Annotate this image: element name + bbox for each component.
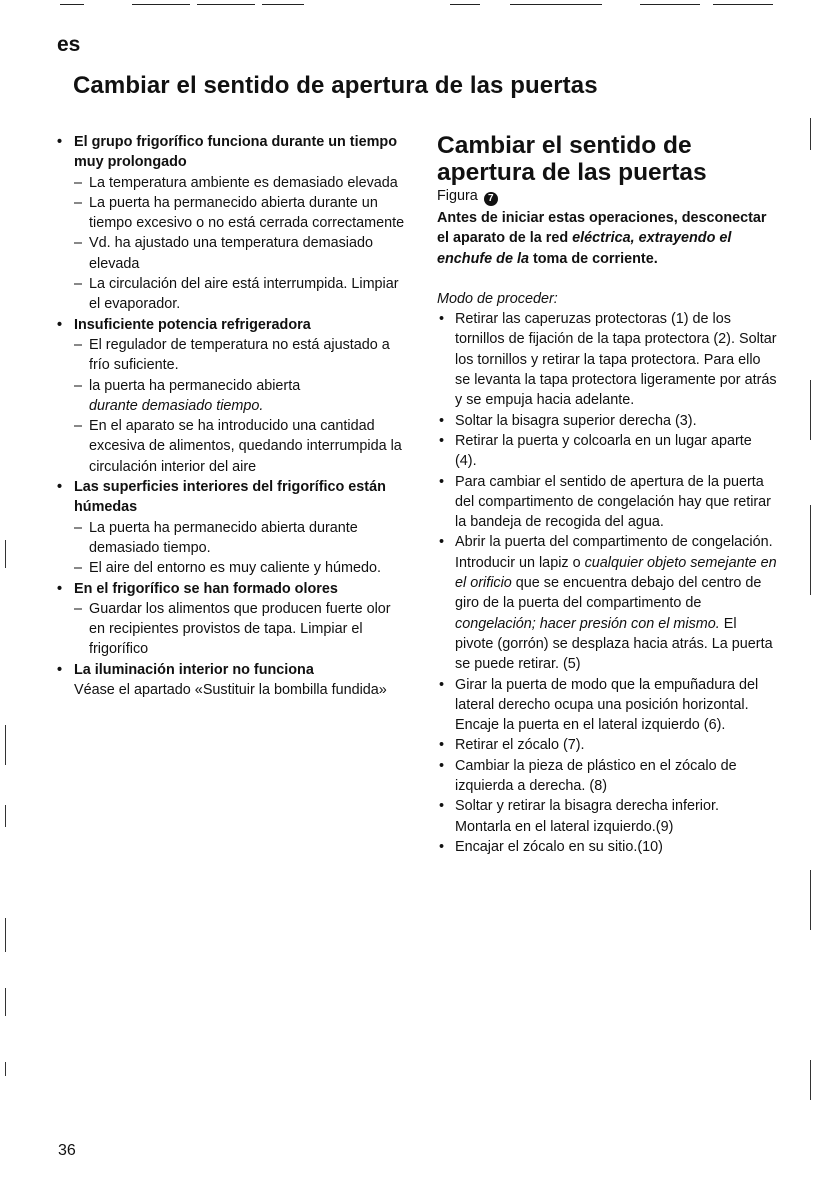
problem-heading: • Insuficiente potencia refrigeradora	[55, 315, 405, 335]
cause-item: – El regulador de temperatura no está ajustado a frío suficiente.	[55, 335, 405, 376]
step-text: que se encuentra debajo del centro de giro de la puerta del compartimento de	[455, 575, 762, 612]
cause-item: – Guardar los alimentos que producen fuerte olor en recipientes provistos de tapa. Limpiar el frigorífico	[55, 599, 405, 660]
warning-text: Antes de iniciar estas operaciones, desconectar el aparato de la red	[437, 210, 767, 247]
scan-edge-mark	[810, 505, 811, 595]
warning-end-text: toma de corriente.	[532, 250, 658, 267]
troubleshooting-column	[55, 132, 405, 700]
scan-edge-line	[197, 4, 255, 5]
scan-edge-mark	[5, 725, 6, 765]
instructions-column	[437, 132, 777, 857]
safety-warning	[437, 208, 777, 269]
figure-label: Figura	[437, 188, 478, 204]
step-italic-text: congelación; hacer presión con el mismo.	[455, 615, 720, 632]
page-title: Cambiar el sentido de apertura de las puertas	[73, 72, 598, 99]
cause-item: – El aire del entorno es muy caliente y húmedo.	[55, 558, 405, 578]
procedure-step: • Retirar las caperuzas protectoras (1) de los tornillos de fijación de la tapa protectora (2). Soltar los tornillos y retirar la tapa protectora. Para ello se levanta la tapa protectora ligeramente por atrás y se empuja hacia adelante.	[437, 309, 777, 410]
scan-edge-mark	[5, 918, 6, 952]
cause-item	[55, 376, 405, 417]
procedure-step: • Soltar la bisagra superior derecha (3).	[437, 411, 777, 431]
scan-edge-mark	[5, 805, 6, 827]
procedure-step: • Encajar el zócalo en su sitio.(10)	[437, 837, 777, 857]
reference-text: Véase el apartado «Sustituir la bombilla fundida»	[74, 682, 387, 699]
cause-item: – Vd. ha ajustado una temperatura demasiado elevada	[55, 233, 405, 274]
cause-italic-text: durante demasiado tiempo.	[89, 397, 264, 414]
scan-edge-mark	[5, 540, 6, 568]
scan-edge-mark	[5, 1062, 6, 1076]
step-italic-text: cualquier objeto semejante en el orificio	[455, 554, 777, 592]
scan-edge-line	[132, 4, 190, 5]
step-text: Abrir la puerta del compartimento de congelación. Introducir un lapiz o	[455, 534, 773, 571]
scan-edge-line	[262, 4, 304, 5]
scan-edge-mark	[5, 988, 6, 1016]
figure-number-badge: 7	[484, 192, 498, 206]
figure-reference	[437, 186, 777, 206]
cause-item: – En el aparato se ha introducido una cantidad excesiva de alimentos, quedando interrumpida la circulación interior del aire	[55, 416, 405, 477]
cause-item: – La temperatura ambiente es demasiado elevada	[55, 173, 405, 193]
procedure-step: • Cambiar la pieza de plástico en el zócalo de izquierda a derecha. (8)	[437, 756, 777, 797]
cause-text: la puerta ha permanecido abierta	[89, 377, 301, 394]
section-title: Cambiar el sentido de apertura de las puertas	[437, 132, 707, 186]
warning-italic-text: eléctrica, extrayendo el enchufe de la	[437, 230, 732, 267]
procedure-step	[437, 532, 777, 674]
scan-edge-line	[450, 4, 480, 5]
step-text: El pivote (gorrón) se desplaza hacia atrás. La puerta se puede retirar. (5)	[455, 615, 773, 673]
problem-heading: • El grupo frigorífico funciona durante un tiempo muy prolongado	[55, 132, 405, 173]
scan-edge-mark	[810, 380, 811, 440]
scan-edge-mark	[810, 870, 811, 930]
scan-edge-mark	[810, 1060, 811, 1100]
cause-item: – La circulación del aire está interrumpida. Limpiar el evaporador.	[55, 274, 405, 315]
page-number: 36	[58, 1142, 76, 1159]
problem-heading: • Las superficies interiores del frigorífico están húmedas	[55, 477, 405, 518]
scan-edge-line	[640, 4, 700, 5]
cause-item: – La puerta ha permanecido abierta durante demasiado tiempo.	[55, 518, 405, 559]
procedure-step: • Retirar el zócalo (7).	[437, 735, 777, 755]
procedure-step: • Soltar y retirar la bisagra derecha inferior. Montarla en el lateral izquierdo.(9)	[437, 796, 777, 837]
scan-edge-mark	[810, 118, 811, 150]
problem-heading: • En el frigorífico se han formado olores	[55, 579, 405, 599]
scan-edge-line	[713, 4, 773, 5]
cause-item: – La puerta ha permanecido abierta durante un tiempo excesivo o no está cerrada correctamente	[55, 193, 405, 234]
procedure-step: • Para cambiar el sentido de apertura de la puerta del compartimento de congelación hay que retirar la bandeja de recogida del agua.	[437, 472, 777, 533]
procedure-step: • Retirar la puerta y colcoarla en un lugar aparte (4).	[437, 431, 777, 472]
scan-edge-line	[60, 4, 84, 5]
scan-edge-line	[510, 4, 602, 5]
procedure-step: • Girar la puerta de modo que la empuñadura del lateral derecho ocupa una posición horizontal. Encaje la puerta en el lateral izquierdo (6).	[437, 675, 777, 736]
problem-heading: • La iluminación interior no funciona	[55, 660, 405, 680]
language-code: es	[57, 33, 81, 56]
procedure-label: Modo de proceder:	[437, 290, 558, 307]
